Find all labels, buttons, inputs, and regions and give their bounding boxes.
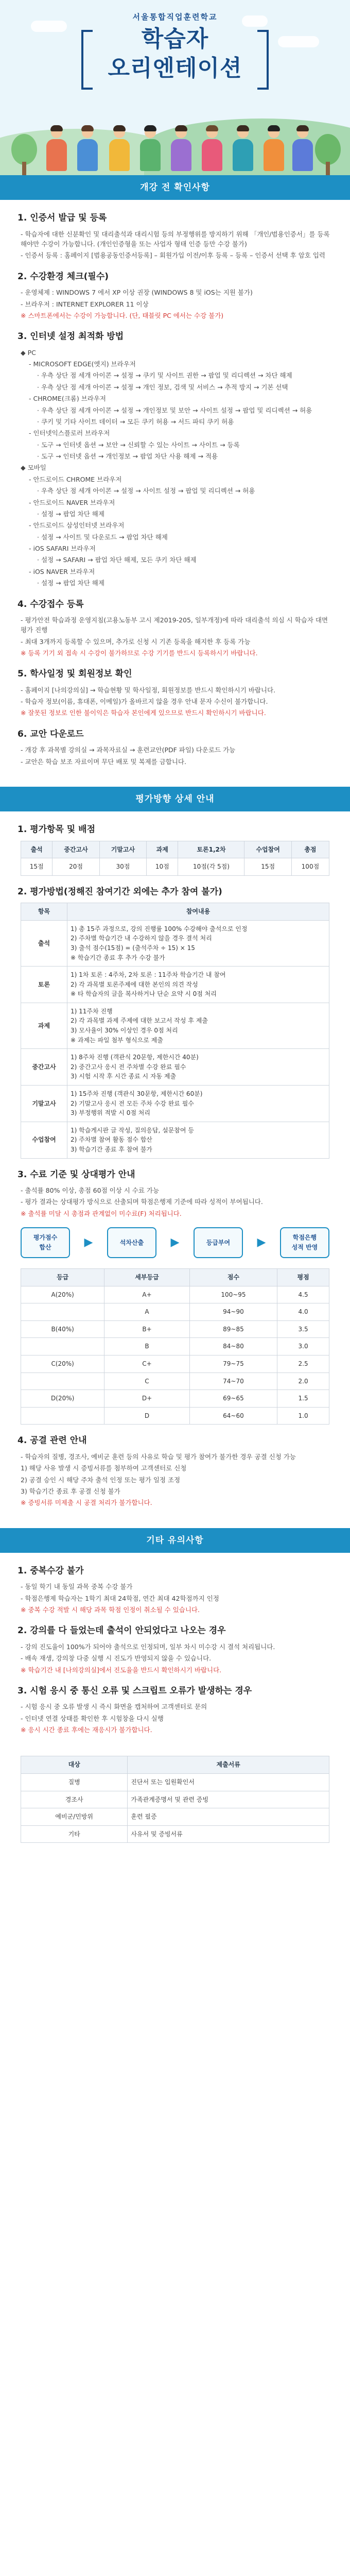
completion-line: - 평가 결과는 상대평가 방식으로 산출되며 학점은행제 기준에 따라 성적이 부여됩니다. [21,1198,263,1206]
block-heading: 6. 교안 다운로드 [18,728,84,739]
block-line: · 우측 상단 점 세개 아이콘 → 설정 → 쿠키 및 사이트 권한 → 팝업 및 리디렉션 → 차단 해제 [37,371,292,380]
table-cell: 1) 총 15주 과정으로, 강의 진행률 100% 수강해야 출석으로 인정 2) 주차별 학습기간 내 수강하지 않을 경우 결석 처리 3) 출석 점수(15점) = (출석주차 ÷ 15) × 15 ※ 학습기간 종료 후 추가 수강 불가 [67,920,329,966]
table-row [21,1390,329,1408]
table-cell: 수업참여 [21,1122,67,1158]
table-header: 토론1,2차 [178,841,244,858]
table-cell: 1.5 [277,1390,329,1408]
table-cell: B(40%) [21,1320,104,1338]
block-line: · 쿠키 및 기타 사이트 데이터 → 모든 쿠키 허용 → 서드 파티 쿠키 허용 [37,417,234,426]
table-row [21,967,329,1003]
table-cell: A(20%) [21,1286,104,1303]
block-line: - 브라우저 : INTERNET EXPLORER 11 이상 [21,300,149,308]
block-line: - 안드로이드 삼성인터넷 브라우저 [29,521,125,530]
block-line: - 인터넷익스플로러 브라우저 [29,429,110,437]
block-line: ※ 등록 기기 외 접속 시 수강이 불가하므로 수강 기기를 반드시 등록하시기 바랍니다. [21,649,258,657]
flow-step: 석차산출 [107,1227,156,1258]
table-header: 참여내용 [67,903,329,921]
flow-step: 평가점수 합산 [21,1227,70,1258]
table-header: 제출서류 [128,1756,329,1774]
absence-line: - 학습자의 질병, 경조사, 예비군 훈련 등의 사유로 학습 및 평가 참여가 불가한 경우 공결 신청 가능 [21,1452,296,1461]
table-row [21,1773,329,1791]
grade-table [21,1268,329,1425]
table-cell: 질병 [21,1773,128,1791]
table-cell: A [104,1303,189,1321]
table-row [21,1338,329,1355]
block-line: ※ 중복 수강 적발 시 해당 과목 학점 인정이 취소될 수 있습니다. [21,1606,200,1614]
table-cell: 15점 [244,858,291,876]
block-line: - MICROSOFT EDGE(엣지) 브라우저 [29,360,136,368]
evaluation-section [0,811,350,1514]
arrow-right-icon: ▶ [257,1236,266,1249]
block-heading: 2. 수강환경 체크(필수) [18,271,109,282]
block-line: - 최대 3개까지 등록할 수 있으며, 추가로 신청 시 기존 등록을 해지한 후 등록 가능 [21,637,251,646]
block-line: - 배속 재생, 강의창 다중 실행 시 진도가 반영되지 않을 수 있습니다. [21,1654,212,1663]
table-header: 총점 [291,841,329,858]
table-cell: 30점 [99,858,146,876]
table-row [21,920,329,966]
etc-table-section [0,1741,350,1853]
table-cell: 69~65 [189,1390,277,1408]
table-row [21,1808,329,1826]
table-cell: 1) 8주차 진행 (객관식 20문항, 제한시간 40분) 2) 중간고사 응시 전 주차별 수강 완료 필수 3) 시험 시작 후 시간 종료 시 자동 제출 [67,1049,329,1086]
table-header: 세부등급 [104,1269,189,1286]
table-row [21,1049,329,1086]
block-heading: 3. 시험 응시 중 통신 오류 및 스크립트 오류가 발생하는 경우 [18,1685,252,1696]
hero-illustration [0,88,350,175]
table-cell: 4.0 [277,1303,329,1321]
table-row [21,1286,329,1303]
table-cell: 예비군/민방위 [21,1808,128,1826]
table-header: 중간고사 [52,841,99,858]
block-line: - iOS SAFARI 브라우저 [29,545,96,552]
block-heading: 5. 학사일정 및 회원정보 확인 [18,669,132,680]
table-cell: 89~85 [189,1320,277,1338]
block-heading: 1. 중복수강 불가 [18,1565,84,1576]
hero-title-line1: 학습자 [141,26,209,53]
table-cell [21,1407,104,1425]
section-banner-precourse: 개강 전 확인사항 [0,175,350,200]
table-header: 기말고사 [99,841,146,858]
table-cell: 1) 11주차 진행 2) 각 과목별 과제 주제에 대한 보고서 작성 후 제출 3) 모사율이 30% 이상인 경우 0점 처리 ※ 과제는 파일 첨부 형식으로 제출 [67,1003,329,1048]
table-cell: 경조사 [21,1791,128,1808]
block-line: - 학점은행제 학습자는 1학기 최대 24학점, 연간 최대 42학점까지 인정 [21,1594,219,1602]
block-line: - 학습자에 대한 신분확인 및 대리출석과 대리시험 등의 부정행위를 방지하기 위해 「개인/범용인증서」를 등록해야만 수강이 가능합니다. (개인인증형을 또는 사업자 형태 인증 등만 수강 불가) [21,230,330,248]
block-heading: 3. 인터넷 설정 최적화 방법 [18,331,124,342]
completion-text [18,1185,332,1218]
table-cell: 기타 [21,1825,128,1843]
table-cell: C(20%) [21,1355,104,1373]
block-line: - 운영체제 : WINDOWS 7 에서 XP 이상 권장 (WINDOWS 8 및 iOS는 지원 불가) [21,289,253,297]
section-banner-evaluation: 평가방향 상세 안내 [0,787,350,811]
table-row [21,1355,329,1373]
absence-text [18,1452,332,1508]
table-cell: 가족관계증명서 및 관련 증빙 [128,1791,329,1808]
block-line: ◆ PC [21,348,36,357]
block-line: - 인증서 등록 : 홈페이지 [범용공동인증서등록] – 회원가입 이전/이후 등록 – 등록 – 인증서 선택 후 암호 입력 [21,251,325,260]
block-line: · 설정 → 팝업 차단 해제 [37,579,104,587]
block-line: · 우측 상단 점 세개 아이콘 → 설정 → 개인 정보, 검색 및 서비스 → 추적 방지 → 기본 선택 [37,383,288,391]
flow-step: 등급부여 [194,1227,243,1258]
table-header: 점수 [189,1269,277,1286]
block-heading: 4. 수강접수 등록 [18,599,84,609]
block-line: · 도구 → 인터넷 옵션 → 보안 → 신뢰할 수 있는 사이트 → 사이트 → 등록 [37,440,240,449]
completion-line: ※ 출석률 미달 시 총점과 관계없이 미수료(F) 처리됩니다. [21,1209,182,1217]
table-cell: 사유서 및 증빙서류 [128,1825,329,1843]
document-table [21,1756,329,1843]
table-cell: B+ [104,1320,189,1338]
table-cell: 과제 [21,1003,67,1048]
block-line: ◆ 모바일 [21,464,46,472]
table-cell: 1) 1차 토론 : 4주차, 2차 토론 : 11주차 학습기간 내 참여 2) 각 과목별 토론주제에 대한 본인의 의견 작성 ※ 타 학습자의 글을 복사하거나 단순 요약 시 0점 처리 [67,967,329,1003]
table-cell: 1.0 [277,1407,329,1425]
arrow-right-icon: ▶ [170,1236,180,1249]
block-line: - 교안은 학습 보조 자료이며 무단 배포 및 복제를 금합니다. [21,757,186,766]
table-header: 평점 [277,1269,329,1286]
block-line: - 안드로이드 NAVER 브라우저 [29,498,115,506]
flow-step: 학점은행 성적 반영 [280,1227,329,1258]
table-cell: 84~80 [189,1338,277,1355]
block-line: - 인터넷 연결 상태를 확인한 후 시험창을 다시 실행 [21,1714,164,1722]
table-row [21,1086,329,1122]
table-row [21,1320,329,1338]
block-line: ※ 잘못된 정보로 인한 불이익은 학습자 본인에게 있으므로 반드시 확인하시기 바랍니다. [21,709,266,717]
table-cell: 1) 15주차 진행 (객관식 30문항, 제한시간 60분) 2) 기말고사 응시 전 모든 주차 수강 완료 필수 3) 부정행위 적발 시 0점 처리 [67,1086,329,1122]
block-line: · 설정 → 사이트 및 다운로드 → 팝업 차단 해제 [37,533,168,541]
table-header: 과제 [147,841,178,858]
hero-title-line2: 오리엔테이션 [108,55,242,81]
block-line: ※ 스마트폰에서는 수강이 가능합니다. (단, 태블릿 PC 에서는 수강 불가) [21,311,224,319]
block-line: ※ 응시 시간 종료 후에는 재응시가 불가합니다. [21,1726,152,1734]
table-row [21,1407,329,1425]
table-row [21,1122,329,1158]
block-heading: 2. 강의를 다 들었는데 출석이 안되었다고 나오는 경우 [18,1625,226,1636]
section-banner-etc: 기타 유의사항 [0,1528,350,1553]
table-cell: 진단서 또는 입원확인서 [128,1773,329,1791]
table-cell: 10점 [147,858,178,876]
table-cell: 기말고사 [21,1086,67,1122]
block-line: · 설정 → 팝업 차단 해제 [37,510,104,518]
table-cell: D(20%) [21,1390,104,1408]
table-cell: 출석 [21,920,67,966]
block-line: - iOS NAVER 브라우저 [29,567,95,575]
precourse-section [0,200,350,773]
table-cell: A+ [104,1286,189,1303]
block-line: - 평가안전 학습과정 운영지침(고용노동부 고시 제2019-205, 일부개정)에 따라 대리출석 의심 시 학습자 대면평가 진행 [21,616,328,634]
table-cell: D+ [104,1390,189,1408]
table-cell: 74~70 [189,1372,277,1390]
score-table [21,841,329,876]
table-header: 수업참여 [244,841,291,858]
table-cell: 토론 [21,967,67,1003]
table-cell: B [104,1338,189,1355]
table-cell: 3.5 [277,1320,329,1338]
block-line: - 시험 응시 중 오류 발생 시 즉시 화면을 캡처하여 고객센터로 문의 [21,1703,207,1711]
table-cell: 100점 [291,858,329,876]
table-row [21,1303,329,1321]
etc-section [0,1553,350,1741]
block-line: - 안드로이드 CHROME 브라우저 [29,475,122,483]
table-cell: C+ [104,1355,189,1373]
table-cell: 훈련 필증 [128,1808,329,1826]
table-cell: 4.5 [277,1286,329,1303]
table-cell: 10점(각 5점) [178,858,244,876]
block-line: - 강의 진도율이 100%가 되어야 출석으로 인정되며, 일부 차시 미수강 시 결석 처리됩니다. [21,1642,275,1651]
hero-subtitle: 서울통합직업훈련학교 [132,12,218,22]
completion-heading: 3. 수료 기준 및 상대평가 안내 [18,1169,135,1180]
arrow-right-icon: ▶ [84,1236,93,1249]
table-cell: 15점 [21,858,52,876]
table-cell: C [104,1372,189,1390]
table-cell [21,1338,104,1355]
absence-line: 3) 학습기간 종료 후 공결 신청 불가 [21,1487,120,1495]
table-cell: 79~75 [189,1355,277,1373]
block-line: · 우측 상단 점 세개 아이콘 → 설정 → 개인정보 및 보안 → 사이트 설정 → 팝업 및 리디렉션 → 허용 [37,406,312,414]
block-line: - 개강 후 과목별 강의실 → 과목자료실 → 훈련교안(PDF 파일) 다운로드 가능 [21,746,236,754]
block-line: ※ 학습기간 내 [나의강의실]에서 진도율을 반드시 확인하시기 바랍니다. [21,1666,222,1674]
table-header: 항목 [21,903,67,921]
block-heading: 1. 인증서 발급 및 등록 [18,213,107,224]
table-cell: 2.0 [277,1372,329,1390]
block-line: - 홈페이지 [나의강의실] → 학습현황 및 학사일정, 회원정보를 반드시 확인하시기 바랍니다. [21,686,276,694]
score-heading: 1. 평가항목 및 배점 [18,824,95,835]
table-row [21,1003,329,1048]
completion-line: - 출석률 80% 이상, 총점 60점 이상 시 수료 가능 [21,1186,160,1194]
absence-heading: 4. 공결 관련 안내 [18,1435,87,1446]
table-cell: 2.5 [277,1355,329,1373]
table-header: 등급 [21,1269,104,1286]
hero-banner [0,0,350,175]
table-row [21,1791,329,1808]
table-header: 대상 [21,1756,128,1774]
table-cell: 1) 학습게시판 글 작성, 질의응답, 설문참여 등 2) 주차별 참여 활동 점수 합산 3) 학습기간 종료 후 참여 불가 [67,1122,329,1158]
table-cell [21,1303,104,1321]
table-cell [21,1372,104,1390]
block-line: - 동일 학기 내 동일 과목 중복 수강 불가 [21,1583,133,1591]
block-line: · 도구 → 인터넷 옵션 → 개인정보 → 팝업 차단 사용 해제 → 적용 [37,452,218,460]
table-header: 출석 [21,841,52,858]
table-row [21,1372,329,1390]
block-line: - 학습자 정보(이름, 휴대폰, 이메일)가 올바르지 않을 경우 안내 문자 수신이 불가합니다. [21,698,268,706]
table-cell: 중간고사 [21,1049,67,1086]
table-row [21,1825,329,1843]
method-heading: 2. 평가방법(정해진 참여기간 외에는 추가 참여 불가) [18,886,222,897]
absence-line: 2) 공결 승인 시 해당 주차 출석 인정 또는 평가 일정 조정 [21,1476,181,1484]
block-line: · 우측 상단 점 세개 아이콘 → 설정 → 사이트 설정 → 팝업 및 리디렉션 → 허용 [37,487,255,495]
block-line: - CHROME(크롬) 브라우저 [29,395,106,403]
table-cell: 94~90 [189,1303,277,1321]
table-cell: D [104,1407,189,1425]
absence-line: ※ 증빙서류 미제출 시 공결 처리가 불가합니다. [21,1499,152,1507]
table-cell: 64~60 [189,1407,277,1425]
table-cell: 3.0 [277,1338,329,1355]
block-line: · 설정 → SAFARI → 팝업 차단 해제, 모든 쿠키 차단 해제 [37,556,197,564]
absence-line: 1) 해당 사유 발생 시 증빙서류를 첨부하여 고객센터로 신청 [21,1464,187,1472]
method-table [21,903,329,1158]
grading-flow [18,1220,332,1265]
table-cell: 100~95 [189,1286,277,1303]
table-cell: 20점 [52,858,99,876]
